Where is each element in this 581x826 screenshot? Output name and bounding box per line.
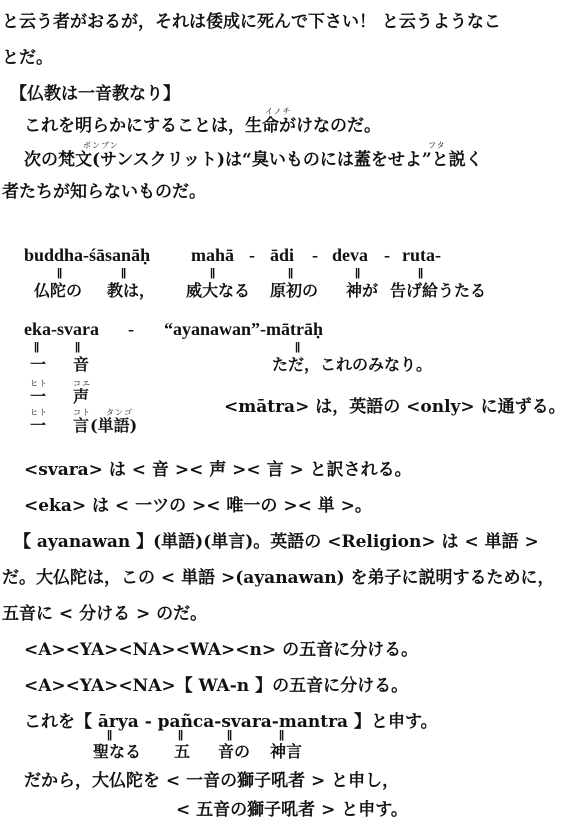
- definition-line: <eka> は < 一ツの >< 唯一の >< 単 >。: [24, 496, 372, 516]
- sanskrit-gloss: 威大なる: [186, 281, 251, 300]
- sanskrit-gloss: 告げ給うたる: [390, 281, 487, 300]
- sanskrit-word: ruta-: [402, 245, 441, 265]
- split-line: <A><YA><NA>【 WA-n 】の五音に分ける。: [24, 676, 409, 696]
- sanskrit-gloss: 教は，: [107, 281, 156, 300]
- sanskrit-gloss: 原初の: [270, 281, 319, 300]
- conclusion-line-1: だから，大仏陀を < 一音の獅子吼者 > と申し，: [24, 771, 400, 791]
- mantra-gloss: 音の: [218, 742, 251, 761]
- ruby-futa: フタ: [428, 141, 446, 150]
- mantra-gloss: 聖なる: [93, 742, 142, 761]
- mantra-note: <mātra> は，英語の <only> に通ずる。: [224, 397, 566, 417]
- paragraph-4-line-3: 五音に < 分ける > のだ。: [2, 604, 208, 624]
- equivalence-mark: ||: [418, 267, 423, 279]
- paragraph-4-line-1: 【 ayanawan 】(単語)(単言)。英語の <Religion> は < 単語 >: [14, 532, 539, 552]
- sanskrit-gloss: ただ，これのみなり。: [272, 355, 433, 374]
- paragraph-2-line-1: これを明らかにすることは，生命がけなのだ。: [24, 116, 381, 136]
- equivalence-mark: ||: [75, 341, 80, 353]
- alt-gloss-suffix: (単語): [90, 416, 138, 435]
- sanskrit-word: buddha-śāsanāḥ: [24, 245, 151, 265]
- sanskrit-gloss: 仏陀の: [34, 281, 83, 300]
- sanskrit-gloss: 一: [30, 355, 47, 374]
- sanskrit-word: -: [128, 319, 134, 339]
- ruby-koto: コト: [73, 408, 91, 417]
- ruby-bonbun: ボンブン: [83, 141, 119, 150]
- alt-gloss-kanji: 声: [73, 387, 90, 406]
- sanskrit-word: deva: [332, 245, 368, 265]
- equivalence-mark: ||: [355, 267, 360, 279]
- definition-line: <svara> は < 音 >< 声 >< 言 > と訳される。: [24, 460, 412, 480]
- equivalence-mark: ||: [121, 267, 126, 279]
- mantra-gloss: 五: [174, 742, 191, 761]
- equivalence-mark: ||: [57, 267, 62, 279]
- equivalence-mark: ||: [227, 729, 232, 741]
- equivalence-mark: ||: [34, 341, 39, 353]
- sanskrit-gloss: 神が: [346, 281, 379, 300]
- equivalence-mark: ||: [288, 267, 293, 279]
- equivalence-mark: ||: [295, 341, 300, 353]
- paragraph-4-line-2: だ。大仏陀は，この < 単語 >(ayanawan) を弟子に説明するために，: [2, 568, 555, 588]
- sanskrit-gloss: 音: [73, 355, 90, 374]
- sanskrit-word: eka-svara: [24, 319, 99, 339]
- ruby-koe: コエ: [73, 379, 91, 388]
- ruby-hito: ヒト: [30, 408, 48, 417]
- alt-gloss-kanji: 一: [30, 416, 47, 435]
- alt-gloss-kanji: 一: [30, 387, 47, 406]
- sanskrit-word: -: [312, 245, 318, 265]
- mantra-gloss: 神言: [270, 742, 303, 761]
- section-heading: 【仏教は一音教なり】: [10, 84, 180, 104]
- conclusion-line-2: < 五音の獅子吼者 > と申す。: [176, 800, 408, 820]
- equivalence-mark: ||: [178, 729, 183, 741]
- ruby-inochi: イノチ: [265, 107, 292, 116]
- sanskrit-word: -: [249, 245, 255, 265]
- sanskrit-word: ādi: [270, 245, 295, 265]
- equivalence-mark: ||: [279, 729, 284, 741]
- equivalence-mark: ||: [210, 267, 215, 279]
- paragraph-3-line-1: 次の梵文(サンスクリット)は“臭いものには蓋をせよ”と説く: [24, 150, 483, 170]
- paragraph-1-line-1: と云う者がおるが，それは倭成に死んで下さい！ と云うようなこ: [2, 12, 501, 32]
- paragraph-3-line-2: 者たちが知らないものだ。: [2, 182, 206, 202]
- equivalence-mark: ||: [107, 729, 112, 741]
- ruby-tango: タンゴ: [106, 408, 133, 417]
- paragraph-1-line-2: とだ。: [2, 48, 53, 68]
- mantra-line: これを【 ārya - pañca-svara-mantra 】と申す。: [24, 712, 438, 732]
- split-line: <A><YA><NA><WA><n> の五音に分ける。: [24, 640, 419, 660]
- sanskrit-word: “ayanawan”-mātrāḥ: [164, 319, 324, 339]
- sanskrit-word: -: [384, 245, 390, 265]
- ruby-hito: ヒト: [30, 379, 48, 388]
- sanskrit-word: mahā: [191, 245, 235, 265]
- alt-gloss-kanji: 言: [73, 416, 90, 435]
